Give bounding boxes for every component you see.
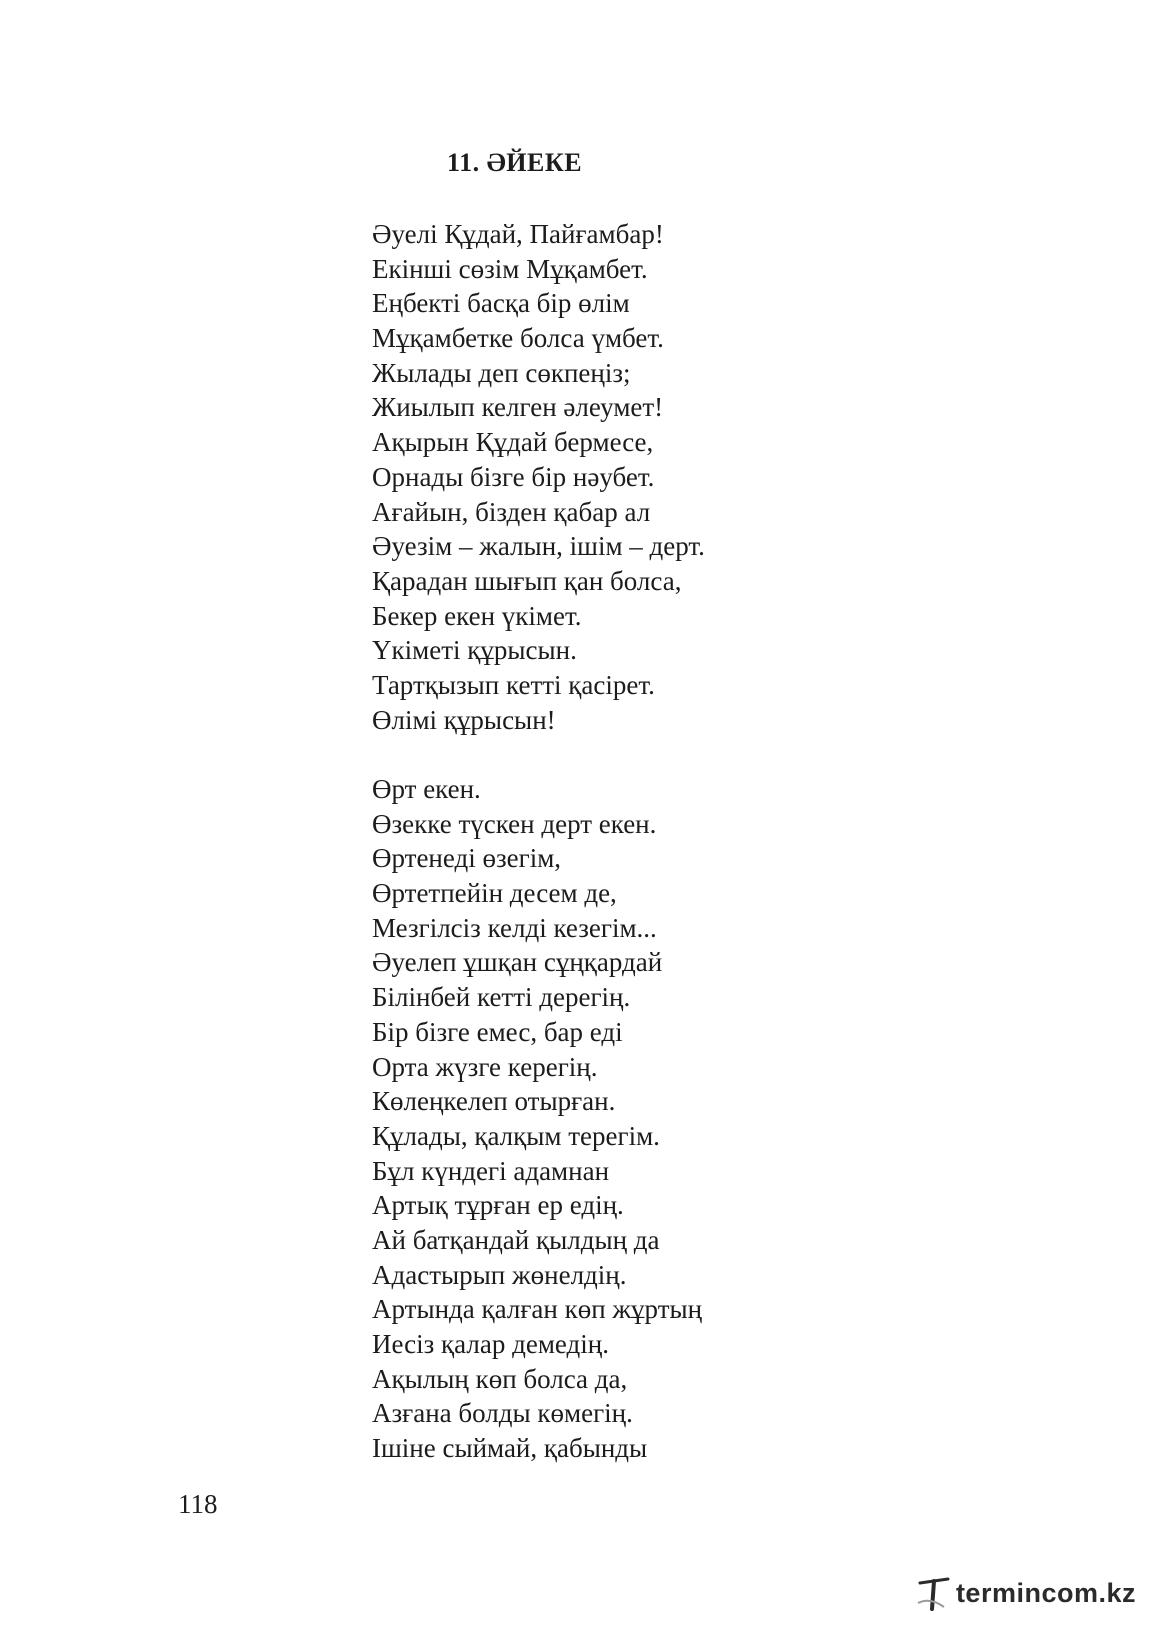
termincom-logo-icon [914,1573,954,1613]
poem-line: Ішіне сыймай, қабынды [372,1433,648,1464]
poem-line: Ағайын, бізден қабар ал [372,496,651,527]
poem-line: Азғана болды көмегің. [372,1398,633,1429]
poem-line: Ай батқандай қылдың да [372,1224,660,1255]
poem-line: Иесіз қалар демедің. [372,1329,609,1359]
page-number: 118 [178,1489,218,1519]
poem-line: Еңбекті басқа бір өлім [372,288,630,319]
poem-line: Үкіметі құрысын. [372,635,577,666]
poem-line: Орта жүзге керегің. [372,1051,598,1082]
poem-line: Екінші сөзім Мұқамбет. [372,253,648,284]
poem-line: Артық тұрған ер едің. [372,1190,624,1221]
poem-line: Әуелі Құдай, Пайғамбар! [372,219,664,249]
watermark-text: termincom.kz [955,1577,1136,1608]
poem-line: Бұл күндегі адамнан [372,1155,610,1186]
poem-title: 11. ӘЙЕКЕ [447,148,583,177]
poem-line: Әуезім – жалын, ішім – дерт. [372,531,705,562]
poem-line: Жиылып келген әлеумет! [372,392,664,423]
poem-line: Адастырып жөнелдің. [372,1259,627,1290]
poem-line: Қарадан шығып қан болса, [372,565,682,596]
poem-line: Өрт екен. [372,774,481,804]
poem-line: Әуелеп ұшқан сұңқардай [372,947,663,978]
poem-line: Жылады деп сөкпеңіз; [372,357,631,388]
poem-line: Ақылың көп болса да, [372,1363,628,1394]
poem-line: Өртетпейін десем де, [372,878,617,909]
stanza-2 [372,772,705,1466]
poem-line: Өлімі құрысын! [372,704,556,735]
poem-line: Білінбей кетті дерегің. [372,982,631,1013]
poem-line: Құлады, қалқым терегім. [372,1120,660,1151]
poem-line: Тартқызып кетті қасірет. [372,669,655,700]
poem-line: Көлеңкелеп отырған. [372,1086,616,1117]
stanza-1 [372,217,705,737]
poem-line: Артында қалған көп жұртың [372,1294,703,1325]
poem-line: Өртенеді өзегім, [372,843,562,874]
poem-line: Мұқамбетке болса үмбет. [372,323,664,354]
poem-line: Ақырын Құдай бермесе, [372,427,654,458]
poem-line: Бекер екен үкімет. [372,600,582,631]
poem-body [372,217,705,1466]
poem-line: Бір бізге емес, бар еді [372,1016,623,1047]
poem-line: Өзекке түскен дерт екен. [372,808,657,839]
poem-line: Мезгілсіз келді кезегім... [372,912,657,943]
poem-line: Орнады бізге бір нәубет. [372,461,655,492]
termincom-watermark[interactable] [914,1571,1136,1615]
